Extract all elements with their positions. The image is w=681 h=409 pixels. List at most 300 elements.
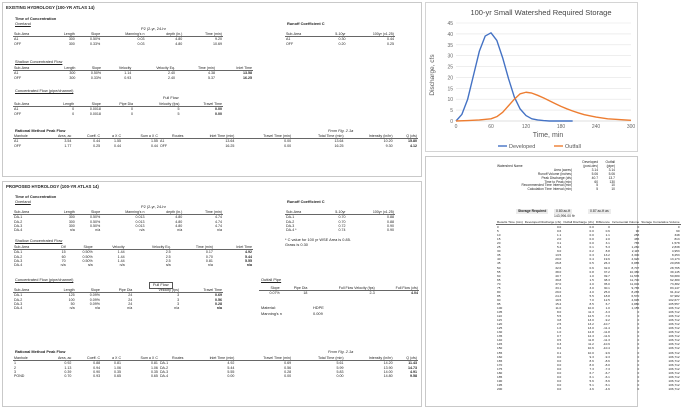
table-cell: 5.83 — [336, 369, 344, 374]
table-cell: 2-3 — [369, 291, 375, 296]
table-cell: 0.20 — [338, 41, 346, 46]
summary-cell: 5 — [596, 187, 599, 192]
table-cell: 105 — [497, 310, 503, 315]
table-cell: 5.37 — [207, 75, 215, 80]
table-cell: 2.0 — [589, 281, 594, 286]
chart-title: 100-yr Small Watershed Required Storage — [470, 8, 612, 17]
column-header: Sub-Area — [13, 245, 51, 250]
table-cell: OFF — [14, 111, 22, 116]
table-cell: 5.55 — [245, 258, 252, 263]
table-cell: 38.0 — [555, 269, 562, 274]
table-cell: 11.8 — [588, 338, 594, 343]
table-cell: 30 — [497, 249, 501, 254]
table-cell: 20,058 — [670, 261, 680, 266]
table-cell: 4.91 — [410, 369, 417, 374]
table-cell: 14.00 — [383, 369, 393, 374]
table-cell: OFF — [14, 75, 22, 80]
table-cell: 12.3 — [587, 334, 594, 339]
table-cell: -3.3 — [604, 310, 610, 315]
table-cell: 11.43 — [408, 361, 417, 366]
table-cell: DA-4 * — [286, 228, 297, 233]
table-cell: 5.5 — [556, 314, 562, 319]
table-cell: DA-4 — [14, 228, 23, 233]
table-cell: 13.0 — [587, 326, 594, 331]
table-cell: 38.3 — [603, 277, 610, 282]
table-cell: 18 — [303, 291, 308, 296]
table-cell: 16.25 — [334, 143, 344, 148]
table-cell: 4.80 — [175, 215, 183, 220]
table-cell: 3 — [177, 301, 180, 306]
table-cell: 3.0 — [589, 285, 594, 290]
table-cell: 0.50% — [90, 71, 102, 76]
table-cell: 0 — [637, 366, 640, 371]
table-cell: 1.77 — [64, 143, 72, 148]
column-header: Travel Time — [180, 102, 223, 107]
table-cell: 300 — [68, 37, 75, 42]
table-cell: A1 — [286, 37, 291, 42]
table-cell: 5.55 — [227, 369, 235, 374]
table-cell: 106,712 — [668, 382, 680, 387]
table-cell: 8,707 — [631, 265, 640, 270]
table-cell: 10.6 — [587, 346, 594, 351]
table-cell: n/a — [69, 228, 75, 233]
table-cell: 13.2 — [587, 322, 594, 327]
table-cell: 4.0 — [589, 289, 594, 294]
table-cell: 14.80 — [383, 374, 393, 379]
table-cell: 24 — [128, 297, 133, 302]
table-cell: 39,145 — [670, 269, 680, 274]
table-cell: 0.44 — [387, 37, 394, 42]
table-cell: 1.0 — [556, 330, 562, 335]
table-cell: 11,700 — [630, 277, 640, 282]
x-tick-label: 240 — [591, 124, 601, 130]
table-cell: 135 — [497, 334, 503, 339]
table-cell: 12.5 — [603, 297, 610, 302]
table-cell: 85 — [497, 293, 501, 298]
table-cell: 0.00 — [215, 107, 222, 112]
table-cell: 15.80 — [408, 139, 417, 144]
table-cell: 2.5 — [165, 258, 171, 263]
table-cell: 0.28 — [284, 369, 292, 374]
table-cell: n/a — [217, 228, 222, 233]
column-header: Pipe Dia — [101, 288, 133, 293]
table-cell: 0.30 — [338, 37, 346, 42]
storage-required-cf: 143,996.00 ft³ — [554, 214, 575, 218]
column-header: Manning's n — [101, 210, 145, 215]
column-header: Velocity — [102, 66, 132, 71]
table-cell: 2.0 — [556, 237, 562, 242]
column-header: Travel Time (min) — [235, 356, 292, 361]
table-cell: 18.8 — [603, 293, 610, 298]
table-cell: n/a — [127, 306, 133, 311]
column-header: Velocity Eq. — [132, 66, 176, 71]
series-line-developed — [456, 33, 573, 121]
table-cell: 50 — [497, 265, 501, 270]
column-header: Area, ac — [43, 356, 72, 361]
column-header: Inlet Time — [216, 66, 253, 71]
table-cell: 0.44 — [114, 143, 122, 148]
table-cell: 20.0 — [555, 257, 562, 262]
proposed-outfall-table — [259, 286, 419, 296]
column-header: Length — [49, 210, 76, 215]
column-header: Sub-Area — [285, 210, 321, 215]
existing-p2-header: P2 (2-yr, 24-hr — [141, 26, 166, 31]
column-header: Sub-Area — [13, 32, 49, 37]
summary-cell: 5 — [596, 183, 599, 188]
table-cell: 20 — [497, 241, 501, 246]
table-cell: 0.4 — [589, 257, 594, 262]
table-cell: 97,982 — [670, 293, 680, 298]
storage-required-value-1: 0.80 ac-ft — [556, 209, 571, 213]
existing-overland-table — [13, 32, 223, 46]
table-cell: 24 — [128, 301, 133, 306]
table-cell: 4.80 — [175, 37, 183, 42]
table-cell: 19.5 — [555, 297, 562, 302]
table-cell: 0 — [72, 107, 75, 112]
table-cell: 0.00 — [284, 374, 292, 379]
table-cell: 0.90 — [93, 369, 101, 374]
table-cell: 4.38 — [207, 71, 215, 76]
table-row — [13, 112, 223, 116]
table-cell: 1.5 — [589, 277, 594, 282]
table-cell: 0.90 — [387, 223, 394, 228]
table-cell: 0.5 — [556, 338, 562, 343]
table-cell: 0.09% — [89, 297, 100, 302]
table-cell: 5.44 — [227, 365, 235, 370]
table-cell: 10.0 — [587, 350, 594, 355]
table-cell: 13.5 — [555, 253, 562, 258]
table-cell: DA-1 — [286, 215, 295, 220]
table-cell: 0.94 — [93, 365, 101, 370]
proposed-runoff-table — [285, 210, 395, 232]
table-cell: 0.65 — [114, 374, 122, 379]
table-cell: 0.00 — [336, 374, 344, 379]
table-row — [259, 291, 419, 296]
table-cell: n/a — [119, 263, 125, 268]
table-cell: 12.5 — [587, 314, 594, 319]
table-cell: 30.1 — [603, 285, 610, 290]
table-cell: DA-2 — [286, 219, 295, 224]
proposed-overland-table — [13, 210, 223, 232]
table-cell: 0 — [637, 378, 640, 383]
table-cell: 120 — [497, 322, 503, 327]
table-cell: 45 — [497, 261, 501, 266]
proposed-toc-title: Time of Concentration — [15, 194, 57, 199]
table-cell: DA-2 — [14, 297, 23, 302]
proposed-channel-table — [13, 288, 223, 310]
table-cell: 0.00 — [284, 139, 292, 144]
column-header: Storage Cumulative Volume — [641, 220, 680, 224]
table-cell: n/a — [207, 263, 213, 268]
table-cell: 1,155 — [631, 305, 640, 310]
column-header: Total Time (min) — [292, 134, 344, 139]
table-cell: -11.8 — [603, 330, 610, 335]
legend-label: Developed — [509, 144, 536, 150]
table-cell: 65 — [497, 277, 501, 282]
table-cell: 13.2 — [603, 253, 610, 258]
table-cell: 0.90 — [387, 228, 394, 233]
table-cell: 102,677 — [668, 297, 680, 302]
column-header: a X C — [101, 134, 122, 139]
column-header: Velocity (fps) — [134, 102, 180, 107]
table-cell: 2,880 — [631, 301, 640, 306]
column-header: Time (min) — [172, 245, 214, 250]
storage-chart-panel — [425, 2, 638, 152]
storage-required-label: Storage Required — [518, 209, 547, 213]
table-cell: 0 — [637, 374, 640, 379]
x-tick-label: 60 — [488, 124, 494, 130]
table-cell: DA-1 — [14, 215, 23, 220]
table-cell: 0.44 — [150, 143, 158, 148]
table-cell: 0.50% — [82, 254, 93, 259]
column-header: Sub-Area — [13, 288, 49, 293]
table-cell: 0 — [637, 386, 640, 391]
series-line-outfall — [456, 92, 631, 121]
column-header: Manning's n — [101, 32, 145, 37]
y-tick-label: 10 — [447, 97, 453, 104]
table-cell: 5.1 — [589, 382, 594, 387]
table-cell: 32.6 — [555, 265, 562, 270]
table-cell: 0.6 — [556, 229, 562, 234]
table-cell: 10,380 — [629, 269, 640, 274]
table-cell: 10.69 — [213, 41, 222, 46]
table-cell: 55 — [497, 269, 501, 274]
storage-summary-table — [496, 161, 616, 192]
table-cell: 300 — [69, 71, 76, 76]
column-header: Time (min) — [176, 66, 216, 71]
table-cell: 300 — [69, 75, 76, 80]
existing-runoff-label: Runoff Coefficient C — [287, 21, 325, 26]
table-cell: 1.0 — [589, 273, 594, 278]
column-header: Time (min) — [183, 210, 223, 215]
table-cell: 106,712 — [668, 362, 680, 367]
x-tick-label: 120 — [521, 124, 531, 130]
table-cell: 0 — [637, 314, 640, 319]
table-row — [13, 263, 253, 267]
table-cell: 0.7 — [556, 334, 562, 339]
column-header: Inlet Time (min) — [184, 134, 235, 139]
column-header: Slope — [259, 286, 281, 291]
proposed-rational-title: Rational Method Peak Flow — [15, 349, 66, 354]
table-cell: DA-2 — [14, 254, 23, 259]
table-cell: 0 — [637, 382, 640, 387]
table-cell: 0 — [637, 318, 640, 323]
table-cell: 0.17 — [205, 250, 213, 255]
table-cell: 0.0 — [556, 358, 562, 363]
table-row — [285, 42, 395, 46]
table-cell: 2.40 — [167, 71, 175, 76]
table-cell: 1.0 — [605, 305, 610, 310]
summary-cell: Area (acres) — [553, 167, 573, 172]
table-cell: 0.69 — [284, 361, 292, 366]
table-cell: 0.0018 — [89, 107, 101, 112]
table-row — [496, 387, 681, 391]
table-cell: 1.06 — [114, 365, 122, 370]
table-cell: 83,147 — [670, 285, 680, 290]
table-cell: 8.0 — [589, 362, 594, 367]
column-header: 5-10yr — [321, 32, 347, 37]
table-cell: 1.55 — [150, 139, 158, 144]
table-cell: 106,712 — [668, 334, 680, 339]
table-cell: 0 — [637, 334, 640, 339]
column-header: 100yr (x1.25) — [346, 32, 395, 37]
existing-toc-title: Time of Concentration — [15, 16, 57, 21]
table-cell: 0.0 — [556, 378, 562, 383]
table-cell: 300 — [68, 215, 75, 220]
table-cell: 1.06 — [150, 365, 158, 370]
table-cell: 0 — [637, 346, 640, 351]
table-cell: 8,265 — [631, 289, 640, 294]
table-cell: 11,002 — [630, 281, 640, 286]
table-cell: 0.0 — [589, 233, 594, 238]
table-cell: 8.8 — [605, 249, 610, 254]
column-header: Intensity (in/hr) — [345, 134, 394, 139]
table-cell: 160 — [497, 354, 503, 359]
table-cell: 50,680 — [670, 273, 680, 278]
table-cell: 0.0 — [589, 229, 594, 234]
table-cell: 8.5 — [589, 301, 594, 306]
table-cell: 0.0018 — [89, 111, 101, 116]
table-cell: n/a — [216, 306, 222, 311]
table-cell: 25 — [497, 245, 501, 250]
column-header: Inlet Time (min) — [184, 356, 235, 361]
column-header: Dif — [51, 245, 67, 250]
table-cell: 0.09% — [89, 301, 100, 306]
proposed-shallow-label: Shallow Concentrated Flow — [15, 238, 63, 243]
table-cell: 0.50% — [90, 37, 101, 42]
table-cell: 106,712 — [668, 350, 680, 355]
proposed-shallow-table — [13, 245, 253, 267]
table-cell: 0 — [637, 322, 640, 327]
table-cell: -6.1 — [604, 374, 610, 379]
table-cell: 145 — [497, 342, 503, 347]
table-cell: DA-4 — [159, 374, 169, 379]
column-header: Sub-Area — [13, 102, 48, 107]
table-cell: 106,712 — [668, 322, 680, 327]
existing-shallow-table — [13, 66, 253, 80]
table-cell: 2.40 — [167, 75, 175, 80]
column-header: Sub-Area — [13, 66, 49, 71]
table-cell: 10 — [497, 233, 501, 238]
table-cell: 0.33% — [90, 41, 101, 46]
table-cell: 0.25 — [387, 41, 394, 46]
table-cell: 0.56 — [284, 365, 292, 370]
table-cell: 6.7 — [589, 370, 594, 375]
table-cell: 300 — [68, 223, 75, 228]
table-cell: 0.013 — [135, 215, 145, 220]
table-cell: OFF — [159, 143, 168, 148]
table-cell: 1 — [14, 361, 16, 366]
storage-required-value-2: 0.87 ac-ft as — [590, 209, 609, 213]
existing-full-flow-label: Full Flow — [163, 95, 179, 100]
proposed-title: PROPOSED HYDROLOGY (100-YR ATLAS 14) — [6, 184, 99, 189]
table-cell: 26.8 — [555, 261, 562, 266]
table-cell: DA-1 — [14, 250, 23, 255]
table-cell: 16.25 — [243, 75, 252, 80]
table-cell: 0.25 — [93, 143, 101, 148]
table-cell: 0 — [677, 225, 680, 230]
existing-title: EXISTING HYDROLOGY (100-YR ATLAS 14) — [6, 5, 95, 10]
table-cell: 106,712 — [668, 305, 680, 310]
table-cell: 1.14 — [124, 71, 132, 76]
table-cell: 0 — [637, 354, 640, 359]
table-cell: 25.0 — [603, 289, 610, 294]
table-cell: 5.44 — [245, 254, 252, 259]
table-cell: 106,712 — [668, 374, 680, 379]
proposed-rational-table — [13, 356, 418, 378]
table-cell: 1,260 — [631, 245, 640, 250]
table-cell: 0.70 — [338, 215, 346, 220]
table-cell: 0.0 — [589, 237, 594, 242]
table-cell: 10.0 — [587, 305, 594, 310]
table-cell: 300 — [68, 219, 75, 224]
table-cell: 1.44 — [117, 254, 125, 259]
table-cell: 5.4 — [556, 245, 562, 250]
table-cell: 0.0 — [589, 225, 594, 230]
table-cell: 19.6 — [603, 257, 610, 262]
column-header: Sub-Area — [285, 32, 321, 37]
table-cell: 2,115 — [631, 249, 640, 254]
table-cell: 0 — [72, 111, 75, 116]
table-cell: -5.1 — [604, 382, 610, 387]
summary-cell: Calculation Time Interval (min) — [527, 187, 573, 192]
table-cell: n/a — [139, 228, 145, 233]
table-cell: 91,412 — [670, 289, 680, 294]
column-header: Intensity (in/hr) — [345, 356, 394, 361]
table-cell: 3.1 — [605, 241, 610, 246]
table-cell: 90 — [676, 229, 680, 234]
column-header: Coeff. C — [72, 356, 101, 361]
table-cell: 348 — [674, 233, 680, 238]
table-cell: 1.6 — [556, 326, 562, 331]
chart-y-axis-label: Discharge, cfs — [429, 54, 436, 96]
summary-cell: Runoff Volume (inches) — [537, 171, 573, 176]
table-cell: 11,535 — [630, 273, 640, 278]
y-tick-label: 0 — [450, 119, 453, 125]
column-header: Velocity (fps) — [133, 288, 180, 293]
table-cell: 465 — [634, 237, 640, 242]
table-cell: 3.8 — [556, 318, 562, 323]
table-cell: 0.50% — [90, 223, 101, 228]
y-tick-label: 45 — [447, 21, 453, 27]
summary-cell: 13.7 — [608, 175, 615, 180]
table-cell: A1 — [14, 37, 19, 42]
table-cell: 0.28 — [215, 301, 222, 306]
proposed-runoff-note-1: * C value for 100 yr WSE Area is 0.85. — [285, 237, 351, 242]
table-cell: 60 — [61, 254, 66, 259]
column-header: Area, ac — [43, 134, 72, 139]
table-cell: DA-4 — [14, 306, 23, 311]
table-cell: -11.6 — [603, 334, 610, 339]
table-cell: OFF — [14, 41, 22, 46]
table-cell: 0 — [497, 225, 499, 230]
column-header: Total Time (min) — [292, 356, 344, 361]
table-cell: 6,885 — [631, 261, 640, 266]
table-cell: 0.0 — [556, 386, 562, 391]
table-cell: 0.1 — [589, 245, 594, 250]
table-cell: 0.39 — [64, 369, 72, 374]
table-cell: -5.6 — [604, 378, 610, 383]
table-cell: 0.6 — [589, 265, 594, 270]
table-cell: 0.81 — [114, 361, 122, 366]
table-cell: 0 — [130, 111, 133, 116]
table-cell: DA-3 — [14, 223, 23, 228]
table-cell: 0.00 — [227, 374, 235, 379]
column-header: 100yr (x1.25) — [346, 210, 395, 215]
table-row — [13, 374, 418, 378]
column-header: depth (in.) — [145, 32, 183, 37]
table-cell: 0.74 — [338, 228, 346, 233]
